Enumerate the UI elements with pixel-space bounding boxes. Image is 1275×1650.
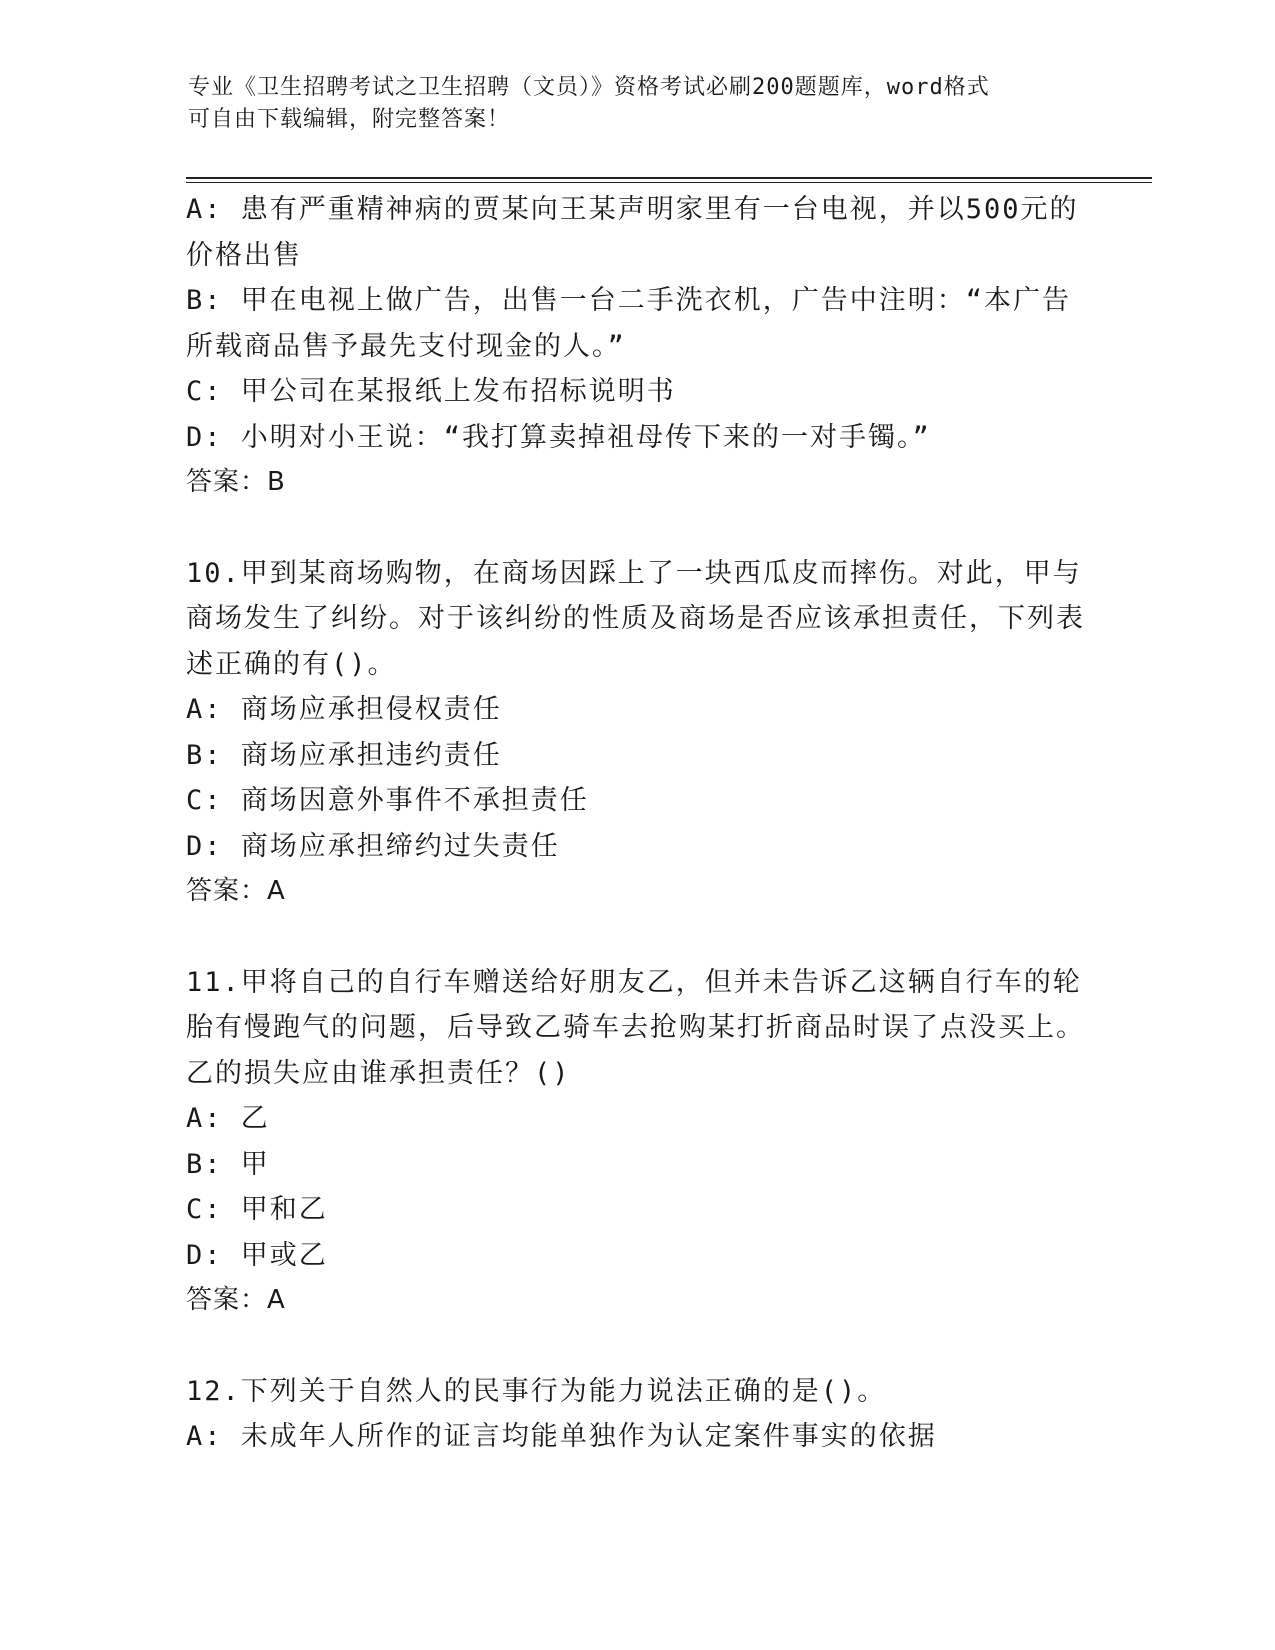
header-line-1: 专业《卫生招聘考试之卫生招聘（文员）》资格考试必刷200题题库，word格式 bbox=[188, 75, 990, 100]
question-stem: 11.甲将自己的自行车赠送给好朋友乙，但并未告诉乙这辆自行车的轮胎有慢跑气的问题，后导致乙骑车去抢购某打折商品时误了点没买上。乙的损失应由谁承担责任？() bbox=[186, 966, 1085, 1089]
option-b: B: 甲 bbox=[186, 1148, 270, 1180]
answer: 答案：B bbox=[186, 467, 286, 497]
spacer bbox=[186, 915, 1086, 960]
header-divider-thin bbox=[186, 182, 1152, 183]
document-header bbox=[188, 72, 1068, 136]
option-c: C: 甲和乙 bbox=[186, 1194, 328, 1225]
option-c: C: 商场因意外事件不承担责任 bbox=[186, 785, 589, 816]
option-d: D: 商场应承担缔约过失责任 bbox=[186, 830, 560, 862]
spacer bbox=[186, 1324, 1086, 1369]
question-content bbox=[186, 187, 1086, 1460]
answer: 答案：A bbox=[186, 876, 286, 906]
option-a: A: 未成年人所作的证言均能单独作为认定案件事实的依据 bbox=[186, 1421, 937, 1452]
question-stem: 12.下列关于自然人的民事行为能力说法正确的是()。 bbox=[186, 1375, 887, 1407]
option-b: B: 商场应承担违约责任 bbox=[186, 739, 502, 771]
option-a: A: 患有严重精神病的贾某向王某声明家里有一台电视，并以500元的价格出售 bbox=[186, 194, 1079, 271]
option-a: A: 乙 bbox=[186, 1103, 270, 1134]
header-divider-thick bbox=[186, 177, 1152, 179]
option-b: B: 甲在电视上做广告，出售一台二手洗衣机，广告中注明：“本广告所载商品售予最先支付现金的人。” bbox=[186, 285, 1072, 362]
spacer bbox=[186, 506, 1086, 551]
option-d: D: 甲或乙 bbox=[186, 1239, 328, 1271]
option-c: C: 甲公司在某报纸上发布招标说明书 bbox=[186, 376, 676, 407]
option-d: D: 小明对小王说：“我打算卖掉祖母传下来的一对手镯。” bbox=[186, 421, 931, 453]
header-line-2: 可自由下载编辑，附完整答案！ bbox=[188, 107, 511, 132]
option-a: A: 商场应承担侵权责任 bbox=[186, 694, 502, 725]
answer: 答案：A bbox=[186, 1285, 286, 1315]
question-stem: 10.甲到某商场购物，在商场因踩上了一块西瓜皮而摔伤。对此，甲与商场发生了纠纷。对于该纠纷的性质及商场是否应该承担责任，下列表述正确的有()。 bbox=[186, 557, 1085, 680]
